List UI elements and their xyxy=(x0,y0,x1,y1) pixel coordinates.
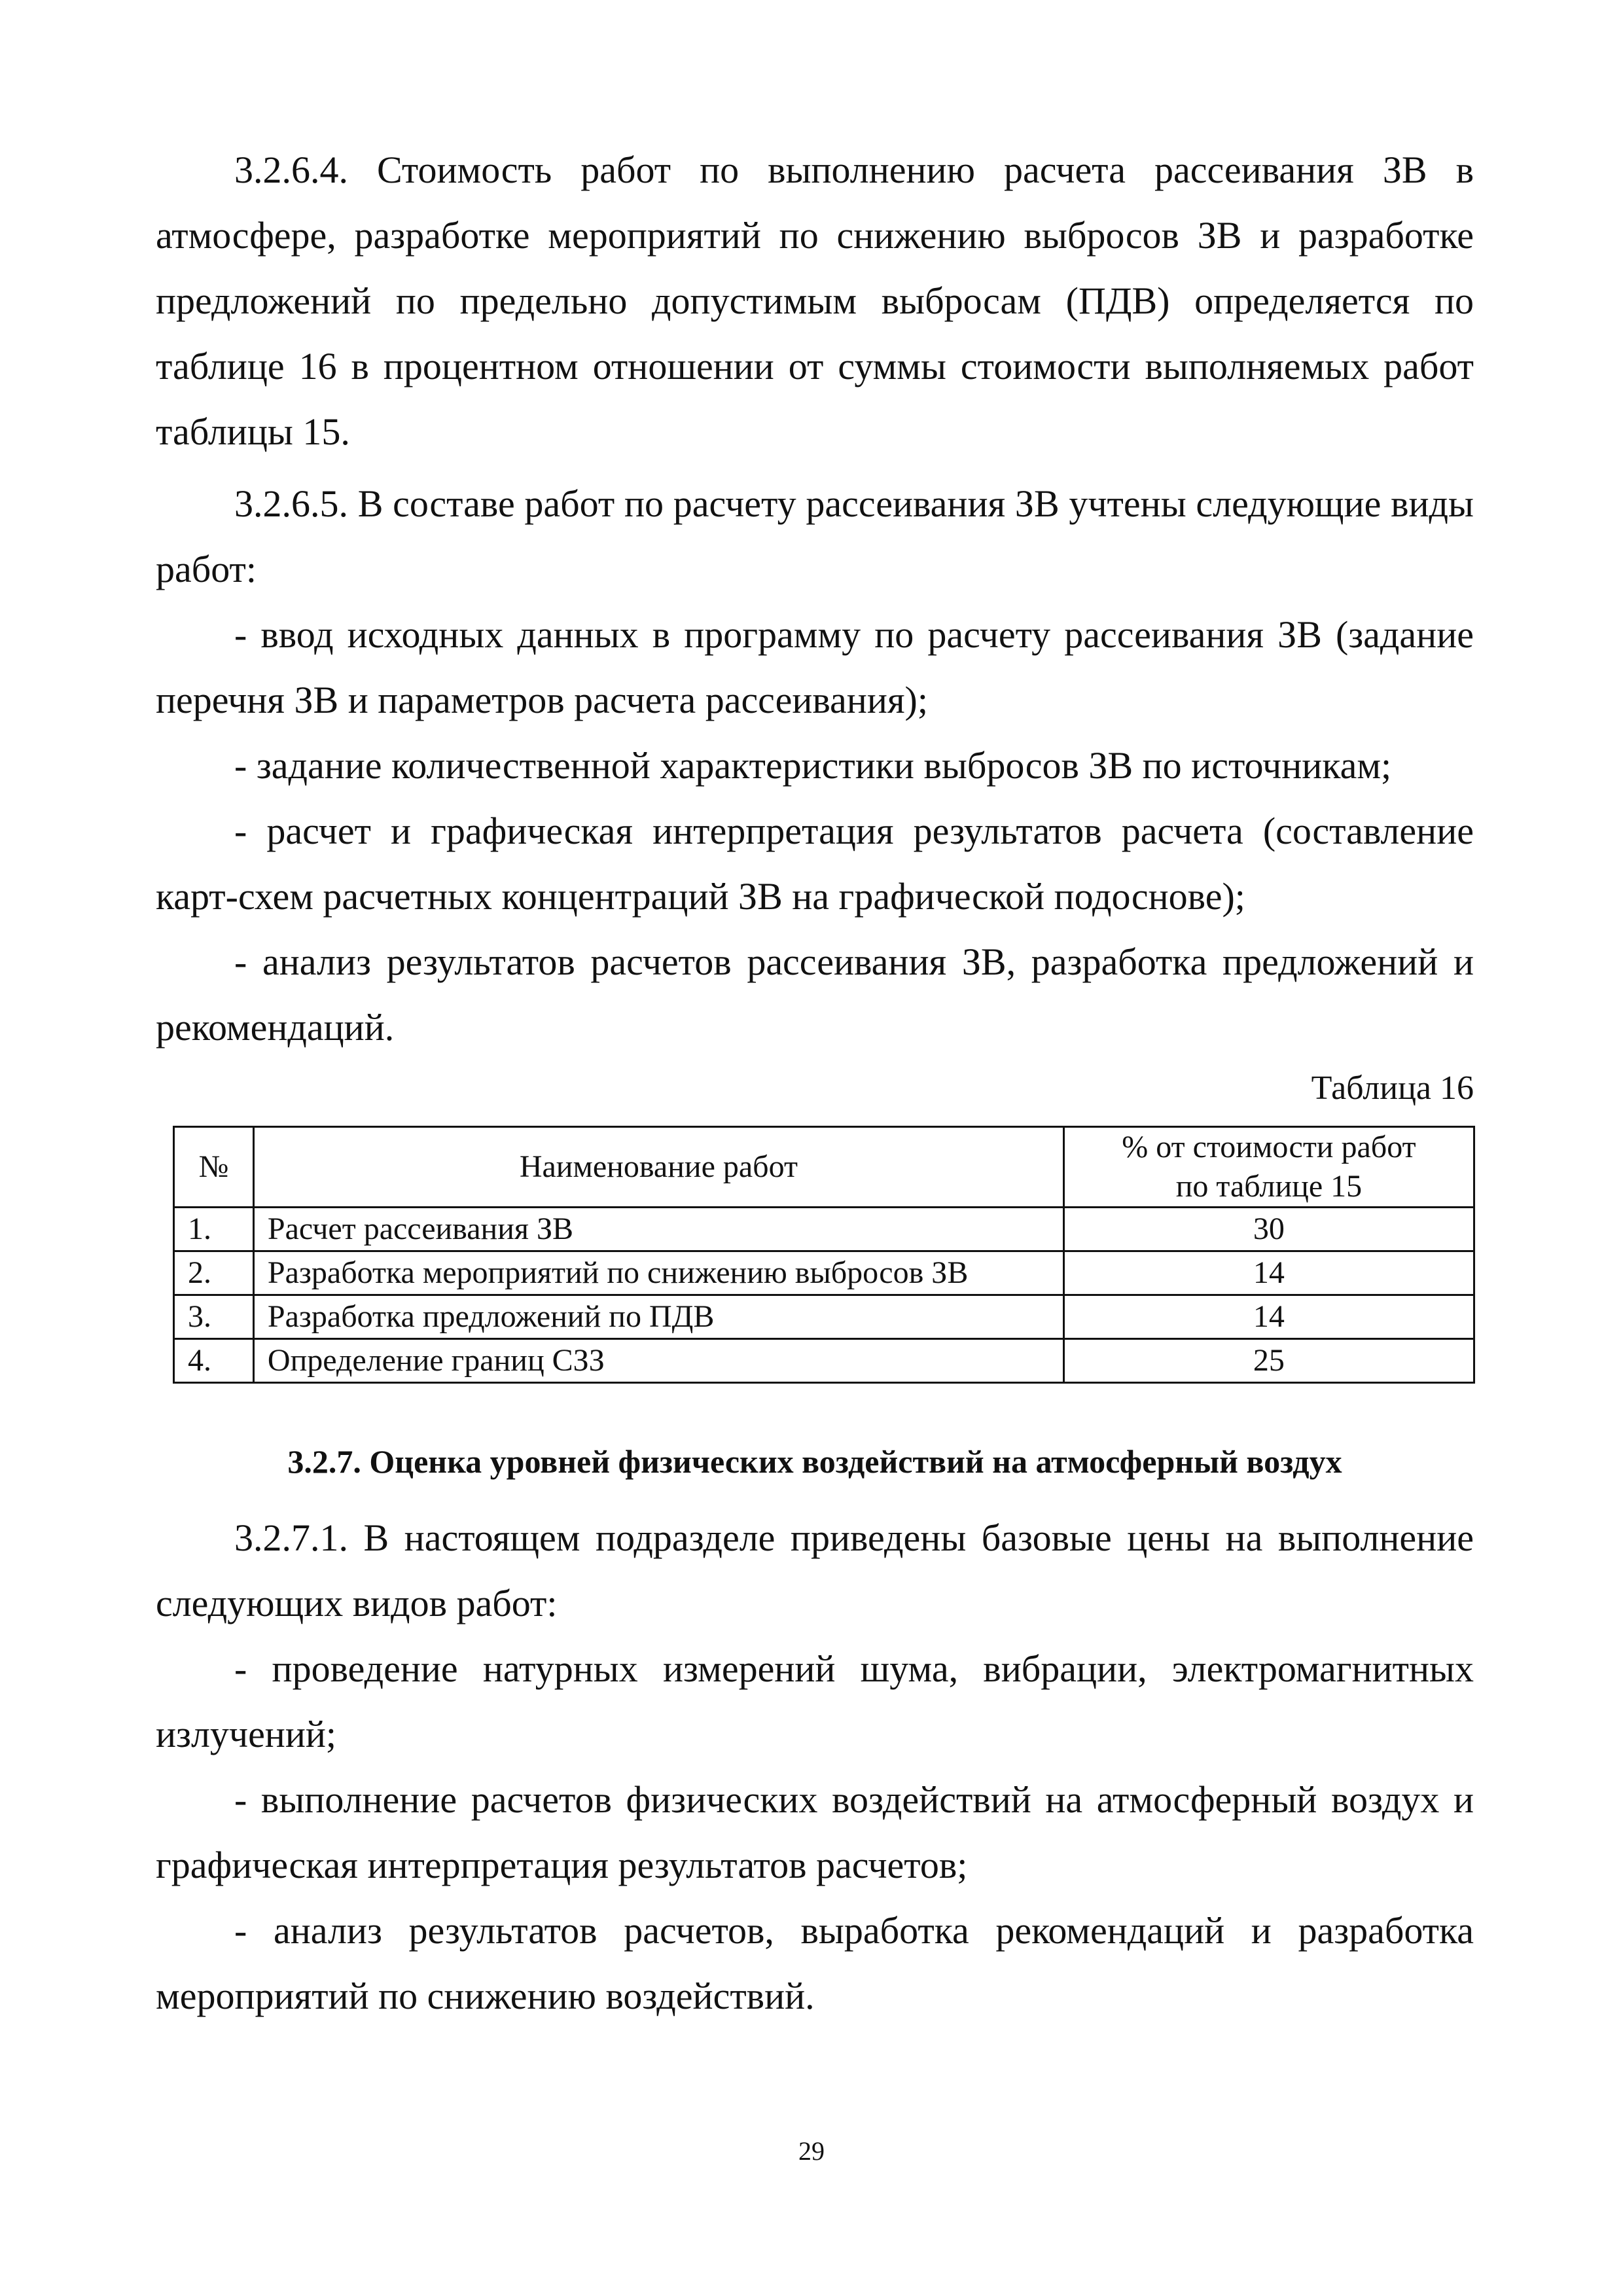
list-item-input-data: - ввод исходных данных в программу по расчету рассеивания ЗВ (задание перечня ЗВ и параметров расчета рассеивания); xyxy=(156,613,1474,721)
row-number: 4. xyxy=(174,1339,254,1383)
row-work-name: Определение границ СЗЗ xyxy=(253,1339,1063,1383)
list-item-field-measurements: - проведение натурных измерений шума, вибрации, электромагнитных излучений; xyxy=(156,1647,1474,1755)
list-item-emission-characteristics: - задание количественной характеристики выбросов ЗВ по источникам; xyxy=(234,744,1392,787)
row-number: 1. xyxy=(174,1208,254,1251)
header-work-name: Наименование работ xyxy=(253,1127,1063,1208)
table-row xyxy=(174,1208,1474,1251)
row-percentage: 14 xyxy=(1063,1295,1474,1339)
table-caption: Таблица 16 xyxy=(1311,1069,1474,1107)
table-row xyxy=(174,1251,1474,1295)
header-percentage xyxy=(1063,1127,1474,1208)
header-percentage-line2: по таблице 15 xyxy=(1175,1169,1363,1204)
table-header-row xyxy=(174,1127,1474,1208)
paragraph-3-2-7-1: 3.2.7.1. В настоящем подразделе приведены базовые цены на выполнение следующих видов работ: xyxy=(156,1516,1474,1624)
table-row xyxy=(174,1339,1474,1383)
row-work-name: Расчет рассеивания ЗВ xyxy=(253,1208,1063,1251)
row-work-name: Разработка предложений по ПДВ xyxy=(253,1295,1063,1339)
header-number: № xyxy=(174,1127,254,1208)
list-item-results-analysis: - анализ результатов расчетов, выработка рекомендаций и разработка мероприятий по снижению воздействий. xyxy=(156,1909,1474,2017)
row-work-name: Разработка мероприятий по снижению выбросов ЗВ xyxy=(253,1251,1063,1295)
row-number: 3. xyxy=(174,1295,254,1339)
row-number: 2. xyxy=(174,1251,254,1295)
row-percentage: 30 xyxy=(1063,1208,1474,1251)
paragraph-3-2-6-5: 3.2.6.5. В составе работ по расчету рассеивания ЗВ учтены следующие виды работ: xyxy=(156,482,1474,590)
list-item-physical-impact-calculations: - выполнение расчетов физических воздействий на атмосферный воздух и графическая интерпретация результатов расчетов; xyxy=(156,1778,1474,1886)
list-item-calculation-interpretation: - расчет и графическая интерпретация результатов расчета (составление карт-схем расчетных концентраций ЗВ на графической подоснове); xyxy=(156,810,1474,918)
cost-percentage-table xyxy=(173,1126,1475,1384)
row-percentage: 14 xyxy=(1063,1251,1474,1295)
page-number: 29 xyxy=(798,2136,825,2166)
list-item-analysis: - анализ результатов расчетов рассеивания ЗВ, разработка предложений и рекомендаций. xyxy=(156,941,1474,1049)
header-percentage-line1: % от стоимости работ xyxy=(1122,1130,1416,1164)
table-row xyxy=(174,1295,1474,1339)
section-heading-3-2-7: 3.2.7. Оценка уровней физических воздействий на атмосферный воздух xyxy=(287,1443,1342,1480)
paragraph-3-2-6-4: 3.2.6.4. Стоимость работ по выполнению расчета рассеивания ЗВ в атмосфере, разработке мероприятий по снижению выбросов ЗВ и разработке предложений по предельно допустимым выбросам (ПДВ) определяется по таблице 16 в процентном отношении от суммы стоимости выполняемых работ таблицы 15. xyxy=(156,149,1474,453)
row-percentage: 25 xyxy=(1063,1339,1474,1383)
